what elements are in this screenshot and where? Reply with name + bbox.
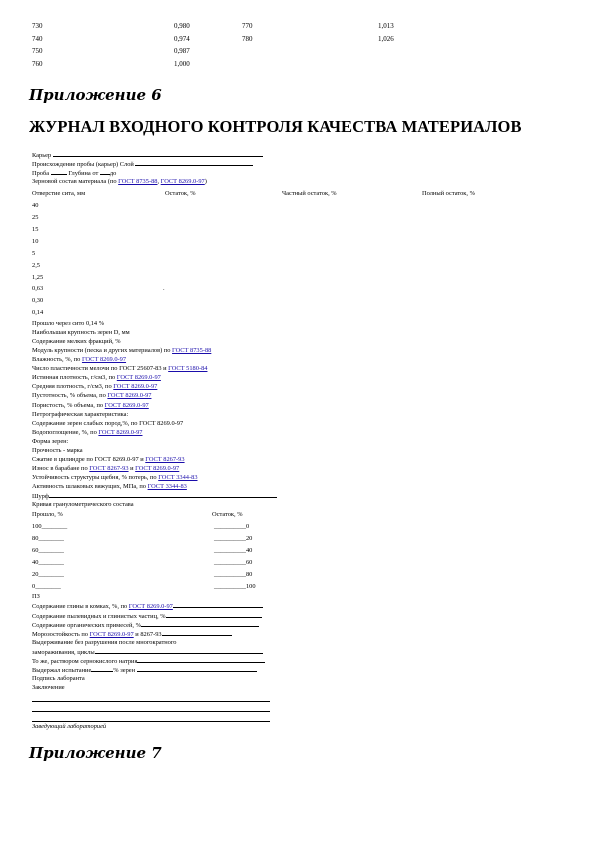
curve-row: [32, 557, 512, 569]
sieve-row: [32, 272, 512, 284]
curve-title: Кривая гранулометрического состава: [32, 501, 134, 509]
sieve-row: [32, 200, 512, 212]
value-field[interactable]: [95, 647, 263, 654]
sieve-row: [32, 295, 512, 307]
gost-link[interactable]: ГОСТ 8269.0-97: [104, 401, 149, 409]
property-label: То же, раствором сернокислого натрия: [32, 657, 138, 665]
gost-link[interactable]: ГОСТ 8269.0-97: [89, 630, 134, 638]
value-field[interactable]: [137, 665, 257, 672]
table-row: [32, 20, 452, 33]
sieve-row: [32, 212, 512, 224]
passed-value: 40________: [32, 558, 64, 566]
gost-link[interactable]: ГОСТ 8267-93: [89, 464, 129, 472]
residue-value: __________80: [214, 570, 253, 578]
property-line: [32, 382, 512, 391]
appendix-7-heading: Приложение 7: [29, 744, 162, 762]
property-label: Активность шлаковых вяжущих, МПа, по: [32, 482, 148, 490]
coefficient-table: [32, 20, 452, 70]
gost-link[interactable]: ГОСТ 8269.0-97: [98, 428, 143, 436]
property-line: [32, 391, 512, 400]
property-label: Истинная плотность, г/см3, по: [32, 374, 117, 382]
gost-link[interactable]: ГОСТ 8269.0-97: [116, 374, 161, 382]
property-label: Выдержал испытание: [32, 666, 92, 674]
gost-link[interactable]: ГОСТ 3344-83: [147, 482, 187, 490]
property-line: [32, 665, 512, 674]
table-cell: 1,026: [378, 34, 394, 43]
sieve-table: [32, 200, 512, 319]
gost-link[interactable]: ГОСТ 8269.0-97: [128, 603, 173, 611]
property-line: [32, 638, 512, 647]
property-label: Водопоглощение, %, по: [32, 428, 99, 436]
gost-link[interactable]: ГОСТ 5180-84: [168, 365, 208, 373]
curve-row: [32, 521, 512, 533]
property-line: [32, 364, 512, 373]
residue-value: __________100: [214, 582, 256, 590]
passed-value: 20________: [32, 570, 64, 578]
sample-line: Проба Глубина от до: [32, 170, 117, 178]
appendix-6-heading: Приложение 6: [29, 86, 162, 104]
property-label: Морозостойкость по: [32, 630, 90, 638]
residue-value: __________20: [214, 534, 253, 542]
sieve-row: [32, 248, 512, 260]
table-row: [32, 58, 452, 71]
property-line: [32, 328, 512, 337]
property-line: [32, 620, 512, 629]
lower-lines: [32, 601, 512, 691]
pz-label: ПЗ: [32, 593, 40, 601]
value-field[interactable]: [173, 601, 263, 608]
gost-link[interactable]: ГОСТ 8269.0-97: [113, 383, 158, 391]
passed-value: 100________: [32, 523, 68, 531]
sieve-size: 0,30: [32, 297, 44, 305]
sieve-row: [32, 224, 512, 236]
passed-value: 60________: [32, 546, 64, 554]
depth-from-field[interactable]: [100, 168, 110, 175]
property-label: Выдерживание без разрушения после многократного: [32, 638, 177, 646]
residue-dot: .: [163, 285, 165, 293]
property-line: [32, 419, 512, 428]
property-label: Пустотность, % объема, по: [32, 392, 108, 400]
property-label: Содержание органических примесей, %: [32, 621, 141, 629]
gost-link[interactable]: ГОСТ 8735-88: [118, 178, 158, 186]
property-label: Наибольшая крупность зерен D, мм: [32, 329, 130, 337]
property-label: % зерен: [113, 666, 137, 674]
quarry-line: Карьер: [32, 150, 512, 159]
property-label: Износ в барабане по: [32, 464, 90, 472]
table-cell: 730: [32, 22, 43, 30]
property-line: [32, 428, 512, 437]
table-cell: 760: [32, 59, 43, 68]
conclusion-line[interactable]: [32, 692, 270, 702]
gost-link[interactable]: ГОСТ 8269.0-97: [135, 464, 180, 472]
property-line: [32, 601, 512, 610]
sieve-row: [32, 307, 512, 319]
quarry-field[interactable]: [53, 150, 263, 157]
curve-row: [32, 533, 512, 545]
shurf-line: Шурф: [32, 491, 512, 500]
property-label: Число пластичности мелочи по ГОСТ 25607-83 и: [32, 365, 169, 373]
property-label: Прочность - марка: [32, 446, 83, 454]
gost-link[interactable]: ГОСТ 8269.0-97: [160, 178, 205, 186]
curve-table: [32, 521, 512, 592]
table-cell: 740: [32, 34, 43, 43]
property-line: [32, 355, 512, 364]
sieve-table-header: Отверстие сита, мм Остаток, % Частный остаток, % Полный остаток, %: [32, 190, 475, 198]
table-cell: 0,987: [174, 47, 190, 55]
property-line: [32, 401, 512, 410]
gost-link[interactable]: ГОСТ 8269.0-97: [81, 356, 127, 364]
gost-link[interactable]: ГОСТ 8267-93: [145, 455, 185, 463]
journal-form: [32, 150, 512, 731]
curve-header: Прошло, % Остаток, %: [32, 511, 243, 519]
value-field[interactable]: [91, 665, 113, 672]
gost-link[interactable]: ГОСТ 3344-83: [158, 473, 198, 481]
sieve-size: 25: [32, 214, 39, 222]
residue-value: __________40: [214, 546, 253, 554]
sieve-size: 10: [32, 237, 39, 245]
property-label: Устойчивость структуры щебня, % потерь, по: [32, 473, 159, 481]
property-label: Заключение: [32, 683, 65, 691]
table-cell: 750: [32, 47, 43, 55]
property-line: [32, 437, 512, 446]
table-cell: 0,974: [174, 34, 190, 43]
origin-line: Происхождение пробы (карьер) Слой: [32, 159, 512, 168]
curve-row: [32, 581, 512, 593]
residue-value: __________60: [214, 558, 253, 566]
passed-value: 0________: [32, 582, 61, 590]
sieve-row: [32, 283, 512, 295]
property-line: [32, 446, 512, 455]
property-lines: [32, 319, 512, 491]
value-field[interactable]: [141, 620, 259, 627]
value-field[interactable]: [166, 611, 262, 618]
property-label: Прошло через сито 0,14 %: [32, 320, 105, 328]
property-label: Модуль крупности (песка и других материалов) по: [32, 347, 173, 355]
sample-field[interactable]: [51, 168, 67, 175]
property-line: [32, 482, 512, 491]
table-cell: 770: [242, 22, 253, 30]
sieve-size: 5: [32, 249, 36, 257]
property-line: [32, 683, 512, 692]
property-label: Сжатие в цилиндре по ГОСТ 8269.0-97 и: [32, 455, 146, 463]
table-cell: 0,980: [174, 22, 190, 30]
lab-head-label: Заведующий лабораторией: [32, 722, 107, 730]
gost-link[interactable]: ГОСТ 8735-88: [172, 347, 212, 355]
property-line: [32, 319, 512, 328]
property-line: [32, 455, 512, 464]
property-line: [32, 629, 512, 638]
property-label: Содержание пылевидных и глинистых частиц, %: [32, 612, 166, 620]
property-line: [32, 410, 512, 419]
conclusion-line[interactable]: [32, 712, 270, 722]
passed-value: 80________: [32, 534, 64, 542]
property-line: [32, 674, 512, 683]
property-line: [32, 373, 512, 382]
property-line: Износ в барабане по ГОСТ 8267-93 и ГОСТ 8269.0-97: [32, 464, 180, 472]
property-label: Содержание зерен слабых пород,%, по ГОСТ 8269.0-97: [32, 419, 184, 427]
curve-row: [32, 545, 512, 557]
sieve-size: 0,14: [32, 309, 44, 317]
sieve-size: 2,5: [32, 261, 40, 269]
residue-value: __________0: [214, 523, 250, 531]
property-line: [32, 473, 512, 482]
sieve-size: 15: [32, 225, 39, 233]
sieve-row: [32, 236, 512, 248]
property-line: [32, 647, 512, 656]
table-row: [32, 45, 452, 58]
sieve-size: 1,25: [32, 273, 44, 281]
table-cell: 1,013: [378, 22, 394, 30]
shurf-field[interactable]: [49, 491, 277, 498]
property-label: Форма зерен:: [32, 437, 69, 445]
property-label: Содержание мелких фракций, %: [32, 338, 121, 346]
document-title: ЖУРНАЛ ВХОДНОГО КОНТРОЛЯ КАЧЕСТВА МАТЕРИАЛОВ: [29, 117, 522, 136]
sieve-row: [32, 260, 512, 272]
grain-comp-line: Зерновой состав материала (по ГОСТ 8735-88, ГОСТ 8269.0-97): [32, 178, 207, 186]
property-label: и 8267-93: [133, 630, 162, 638]
curve-row: [32, 569, 512, 581]
layer-field[interactable]: [135, 159, 253, 166]
property-label: Влажность, %, по: [32, 356, 82, 364]
sieve-size: 0,63: [32, 285, 44, 293]
value-field[interactable]: [137, 656, 265, 663]
property-label: Содержание глины в комках, %, по: [32, 603, 129, 611]
property-line: [32, 656, 512, 665]
property-label: замораживания, циклы: [32, 648, 95, 656]
table-cell: 780: [242, 34, 253, 43]
gost-link[interactable]: ГОСТ 8269.0-97: [107, 392, 152, 400]
property-line: [32, 611, 512, 620]
property-label: Пористость, % объема, по: [32, 401, 105, 409]
property-line: [32, 337, 512, 346]
conclusion-line[interactable]: [32, 702, 270, 712]
table-row: [32, 33, 452, 46]
sieve-size: 40: [32, 202, 39, 210]
value-field[interactable]: [162, 629, 232, 636]
table-cell: 1,000: [174, 59, 190, 68]
property-line: [32, 346, 512, 355]
property-label: Петрографическая характеристика:: [32, 410, 129, 418]
property-label: Подпись лаборанта: [32, 674, 85, 682]
property-label: Средняя плотность, г/см3, по: [32, 383, 114, 391]
